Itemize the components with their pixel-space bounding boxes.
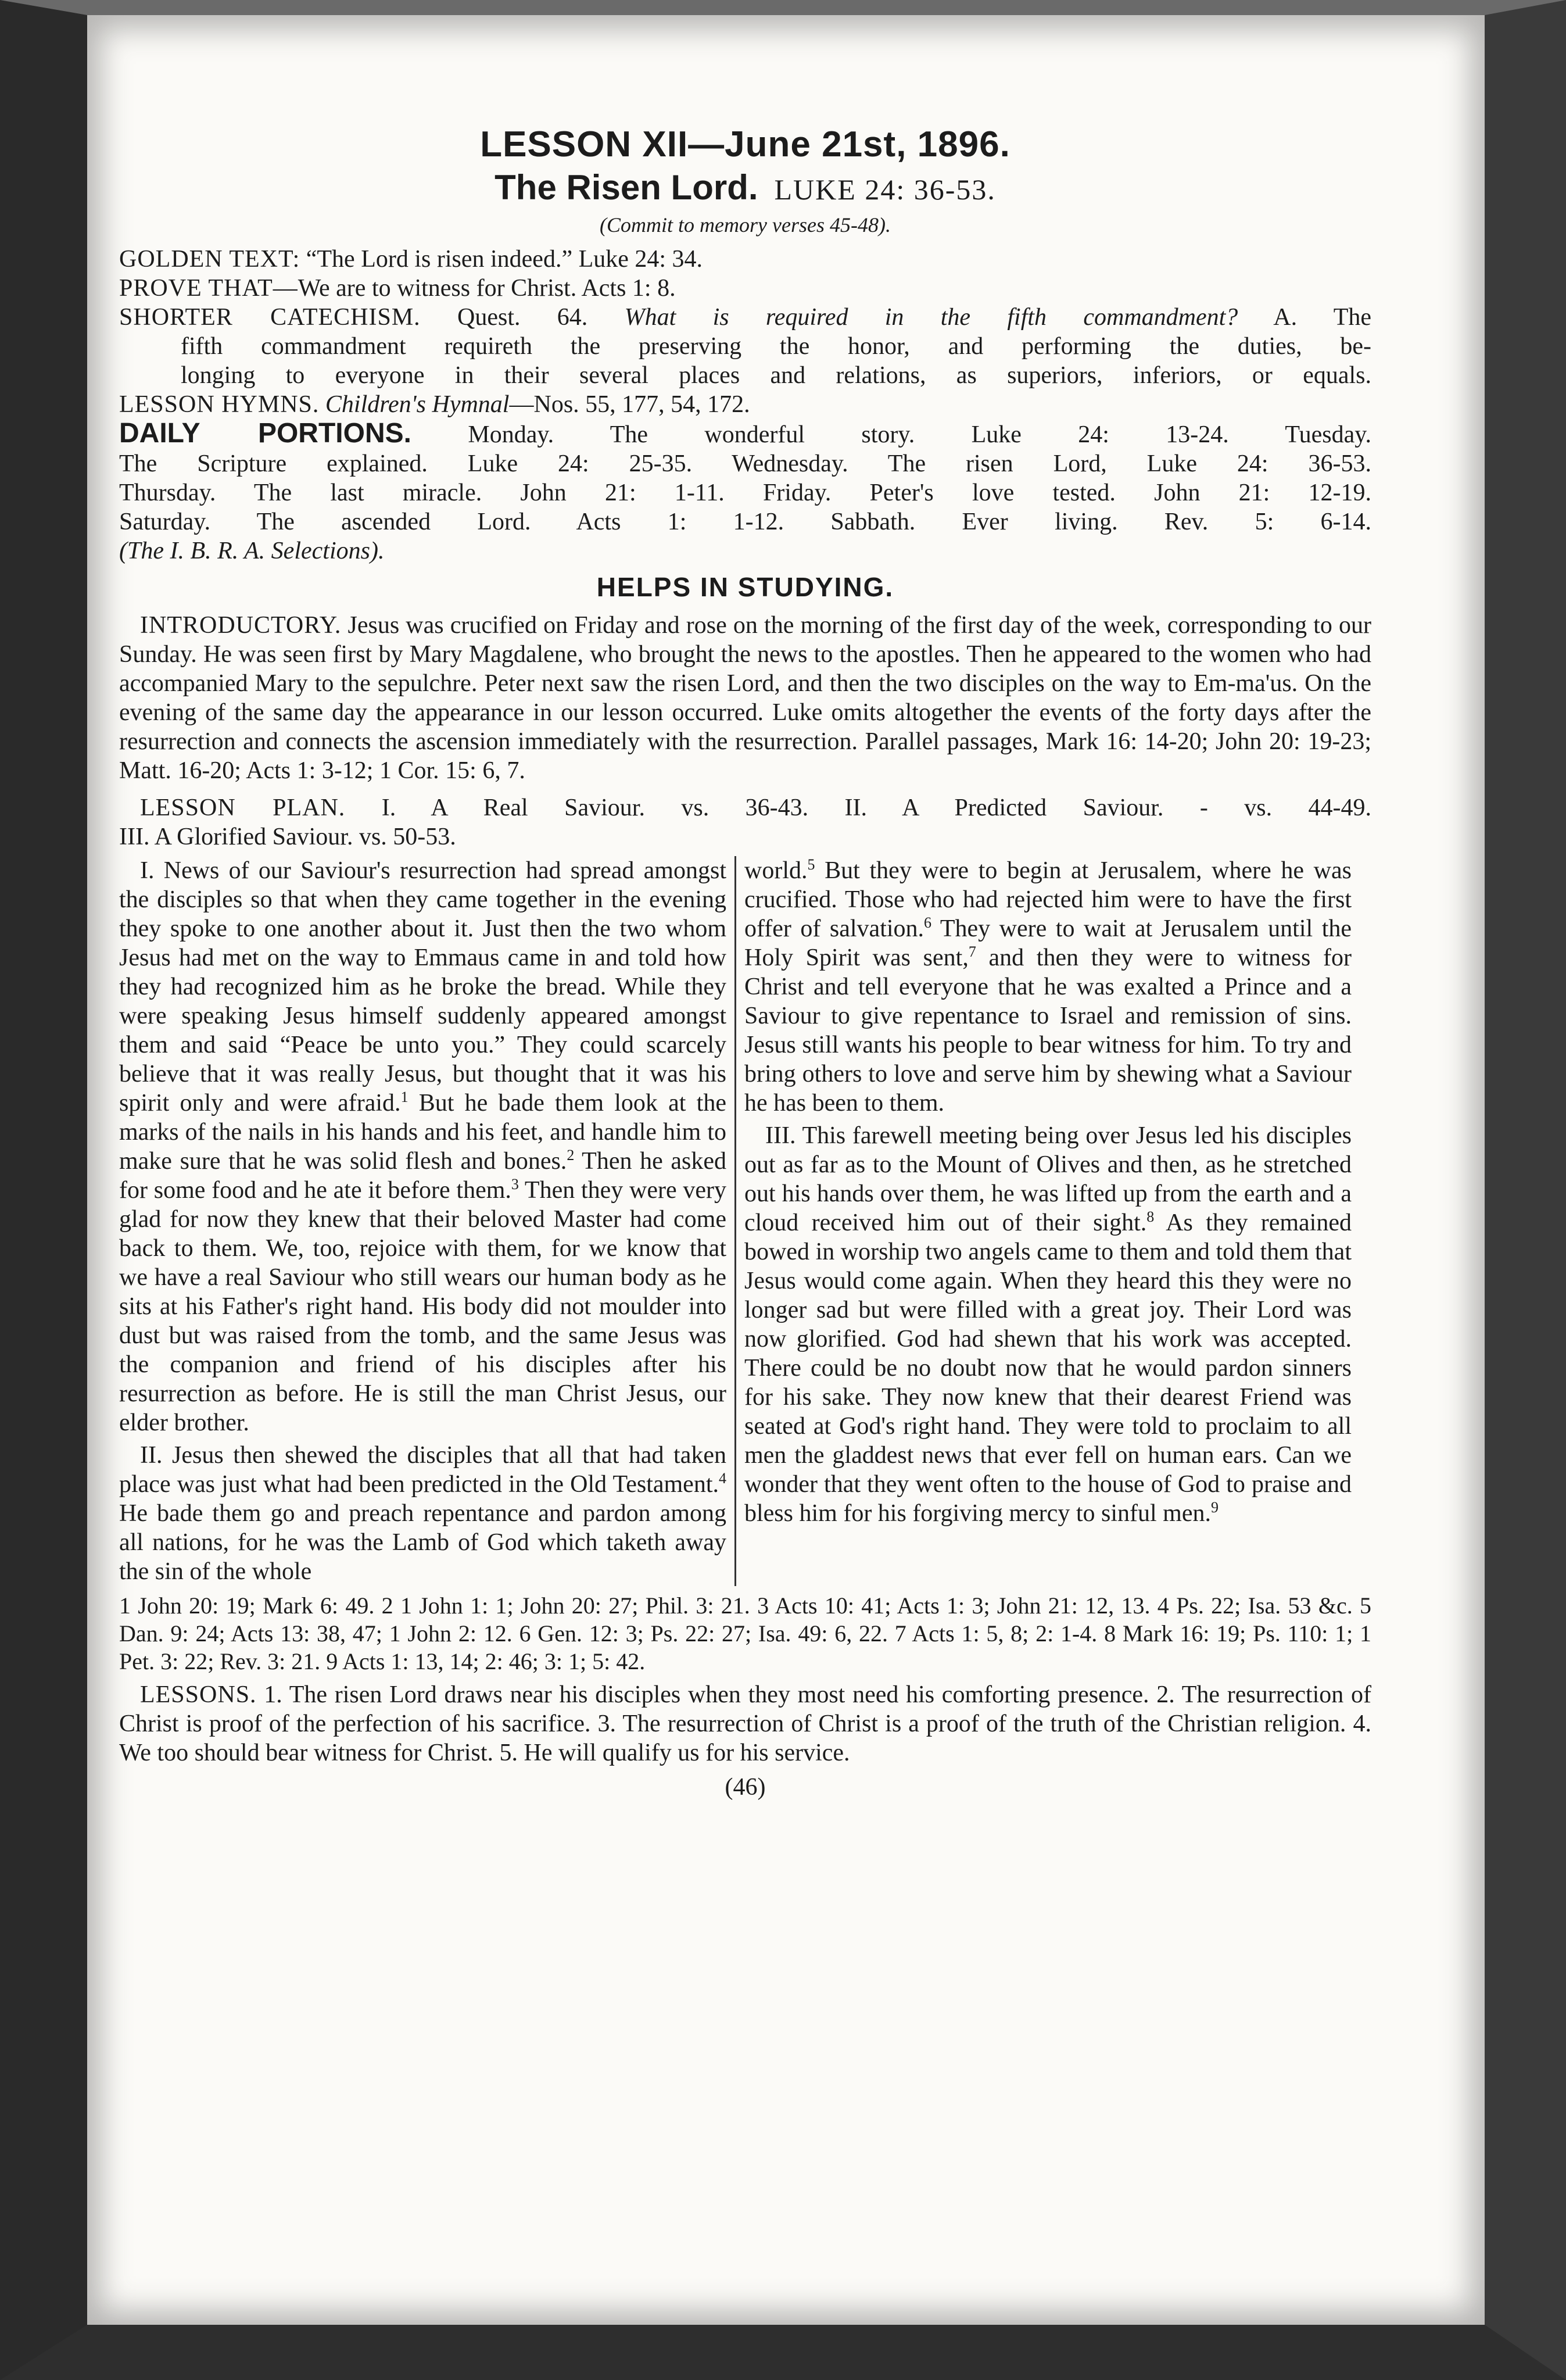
daily-portions-line-3: Thursday. The last miracle. John 21: 1-11. Friday. Peter's love tested. John 21: 12-19. <box>119 479 1371 506</box>
prove-that <box>119 274 1371 303</box>
section-two-text-b: He bade them go and preach repentance and pardon among all nations, for he was the Lamb of God which taketh away the sin of the whole <box>119 1500 726 1585</box>
footnote-marker-7: 7 <box>968 943 976 960</box>
continued-text-c: They were to wait at Jerusalem until the Holy Spirit was sent, <box>744 915 1352 971</box>
footnote-references: 1 John 20: 19; Mark 6: 49. 2 1 John 1: 1; John 20: 27; Phil. 3: 21. 3 Acts 10: 41; Acts 1: 3; John 21: 12, 13. 4 Ps. 22; Isa. 53 &c. 5 Dan. 9: 24; Acts 13: 38, 47; 1 John 2: 12. 6 Gen. 12: 3; Ps. 22: 27; Isa. 49: 6, 22. 7 Acts 1: 5, 8; 2: 1-4. 8 Mark 16: 19; Ps. 110: 1; 1 Pet. 3: 22; Rev. 3: 21. 9 Acts 1: 13, 14; 2: 46; 3: 1; 5: 42. <box>119 1592 1371 1674</box>
section-two-paragraph <box>119 1441 726 1586</box>
footnote-marker-1: 1 <box>400 1089 408 1105</box>
footnote-marker-3: 3 <box>511 1176 519 1193</box>
section-one-text-d: Then they were very glad for now they knew that their beloved Master had come back to them. We, too, rejoice with them, for we know that we have a real Saviour who still wears our human body as he sits at his Father's right hand. His body did not moulder into dust but was raised from the tomb, and the same Jesus was the companion and friend of his disciples after his resurrection as before. He is still the man Christ Jesus, our elder brother. <box>119 1177 726 1436</box>
footnote-marker-5: 5 <box>807 856 815 873</box>
commit-to-memory: (Commit to memory verses 45-48). <box>600 213 891 237</box>
daily-portions-line-2: The Scripture explained. Luke 24: 25-35. Wednesday. The risen Lord, Luke 24: 36-53. <box>119 450 1371 477</box>
hymns-numbers: —Nos. 55, 177, 54, 172. <box>509 391 750 418</box>
daily-portions-line-5 <box>119 536 1371 566</box>
lesson-header <box>119 122 1371 240</box>
hymns-book: Children's Hymnal <box>325 391 510 418</box>
lesson-title: LESSON XII—June 21st, 1896. <box>480 124 1010 164</box>
catechism-line-2: fifth commandment requireth the preserving the honor, and performing the duties, be- <box>181 333 1371 360</box>
footnote-marker-9: 9 <box>1210 1499 1219 1516</box>
section-three-paragraph <box>744 1121 1352 1528</box>
introductory-text: Jesus was crucified on Friday and rose on the morning of the first day of the week, corresponding to our Sunday. He was seen first by Mary Magdalene, who brought the news to the apostles. Then he appeared to the women who had accompanied Mary to the sepulchre. Peter next saw the risen Lord, and then the two disciples on the way to Em-ma'us. On the evening of the same day the appearance in our lesson occurred. Luke omits altogether the events of the forty days after the resurrection and connects the ascension immediately with the resurrection. Parallel passages, Mark 16: 14-20; John 20: 19-23; Matt. 16-20; Acts 1: 3-12; 1 Cor. 15: 6, 7. <box>119 612 1372 784</box>
introductory-label: INTRODUCTORY. <box>140 612 342 639</box>
section-one-paragraph <box>119 856 726 1437</box>
lesson-page <box>119 122 1371 2307</box>
footnote-marker-2: 2 <box>567 1147 575 1164</box>
selections-note: (The I. B. R. A. Selections). <box>119 538 385 564</box>
footnote-marker-8: 8 <box>1146 1208 1155 1225</box>
lessons-label: LESSONS. <box>140 1681 257 1708</box>
subtitle-text: The Risen Lord. <box>494 168 758 207</box>
lesson-plan-line-1 <box>119 793 1371 822</box>
helps-heading: HELPS IN STUDYING. <box>596 572 894 602</box>
catechism-question: What is required in the fifth commandment? <box>624 304 1238 331</box>
section-two-text-a: II. Jesus then shewed the disciples that all that had taken place was just what had been predicted in the Old Testament. <box>119 1442 726 1498</box>
left-column <box>119 856 736 1586</box>
footnote-marker-4: 4 <box>719 1470 726 1487</box>
catechism-line-1 <box>119 303 1371 332</box>
lesson-hymns <box>119 390 1371 419</box>
continued-text-d: and then they were to witness for Christ and tell everyone that he was exalted a Prince and a Saviour to give repentance to Israel and remission of sins. Jesus still wants his people to bear witness for him. To try and bring others to love and serve him by shewing what a Saviour he has been to them. <box>744 944 1352 1116</box>
scripture-reference: LUKE 24: 36-53. <box>774 173 996 206</box>
section-three-text-b: As they remained bowed in worship two angels came to them and told them that Jesus would come again. When they heard this they were no longer sad but were filled with a great joy. Their Lord was now glorified. God had shewn that his work was accepted. There could be no doubt now that he would pardon sinners for his sake. They now knew that their dearest Friend was seated at God's right hand. They were told to proclaim to all men the gladdest news that ever fell on human ears. Can we wonder that they went often to the house of God to praise and bless him for his forgiving mercy to sinful men. <box>744 1209 1352 1527</box>
section-one-text-b: But he bade them look at the marks of the nails in his hands and his feet, and handle him to make sure that he was solid flesh and bones. <box>119 1090 726 1175</box>
daily-line1: Monday. The wonderful story. Luke 24: 13-24. Tuesday. <box>468 421 1371 448</box>
hymns-label: LESSON HYMNS. <box>119 391 320 418</box>
lesson-subtitle <box>119 167 1371 210</box>
prove-that-body: We are to witness for Christ. Acts 1: 8. <box>298 275 676 302</box>
lesson-plan-text: I. A Real Saviour. vs. 36-43. II. A Predicted Saviour. - vs. 44-49. <box>381 794 1372 821</box>
catechism-quest: Quest. 64. <box>457 304 588 331</box>
daily-portions-heading: DAILY PORTIONS. <box>119 418 411 449</box>
lesson-plan-label: LESSON PLAN. <box>140 794 346 821</box>
daily-portions-line-1 <box>119 419 1371 449</box>
daily-portions-line-4: Saturday. The ascended Lord. Acts 1: 1-12. Sabbath. Ever living. Rev. 5: 6-14. <box>119 509 1371 535</box>
introductory-paragraph <box>119 611 1371 785</box>
catechism-line1-tail: The <box>1333 304 1371 331</box>
continued-text-a: world. <box>744 857 808 884</box>
page-number: (46) <box>725 1774 766 1801</box>
prove-that-label: PROVE THAT— <box>119 275 298 302</box>
lessons-paragraph <box>119 1680 1371 1767</box>
golden-text <box>119 245 1371 274</box>
section-three-text-a: III. This farewell meeting being over Jesus led his disciples out as far as to the Mount of Olives and then, as he stretched out his hands over them, he was lifted up from the earth and a cloud received him out of their sight. <box>744 1122 1352 1236</box>
two-column-commentary <box>119 856 1371 1586</box>
footnote-marker-6: 6 <box>924 914 932 931</box>
section-one-text-a: I. News of our Saviour's resurrection had spread amongst the disciples so that when they came together in the evening they spoke to one another about it. Just then the two whom Jesus had met on the way to Emmaus came in and told how they had recognized him as he broke the bread. While they were speaking Jesus himself suddenly appeared amongst them and said “Peace be unto you.” They could scarcely believe that it was really Jesus, but thought that it was his spirit only and were afraid. <box>119 857 726 1116</box>
right-column <box>736 856 1352 1586</box>
golden-text-body: “The Lord is risen indeed.” Luke 24: 34. <box>306 246 703 273</box>
golden-text-label: GOLDEN TEXT: <box>119 246 300 273</box>
catechism-answer-label: A. <box>1273 304 1298 331</box>
section-one-text-c: Then he asked for some food and he ate it before them. <box>119 1148 726 1204</box>
lesson-plan-line-2: III. A Glorified Saviour. vs. 50-53. <box>119 824 456 850</box>
continued-text-b: But they were to begin at Jerusalem, where he was crucified. Those who had rejected him were to have the first offer of salvation. <box>744 857 1352 942</box>
catechism-line-3: longing to everyone in their several places and relations, as superiors, inferiors, or equals. <box>181 362 1371 389</box>
section-two-continued <box>744 856 1352 1118</box>
lessons-text: 1. The risen Lord draws near his disciples when they most need his comforting presence. 2. The resurrection of Christ is proof of the perfection of his sacrifice. 3. The resurrection of Christ is a proof of the truth of the Christian religion. 4. We too should bear witness for Christ. 5. He will qualify us for his service. <box>119 1681 1372 1766</box>
catechism-label: SHORTER CATECHISM. <box>119 304 421 331</box>
